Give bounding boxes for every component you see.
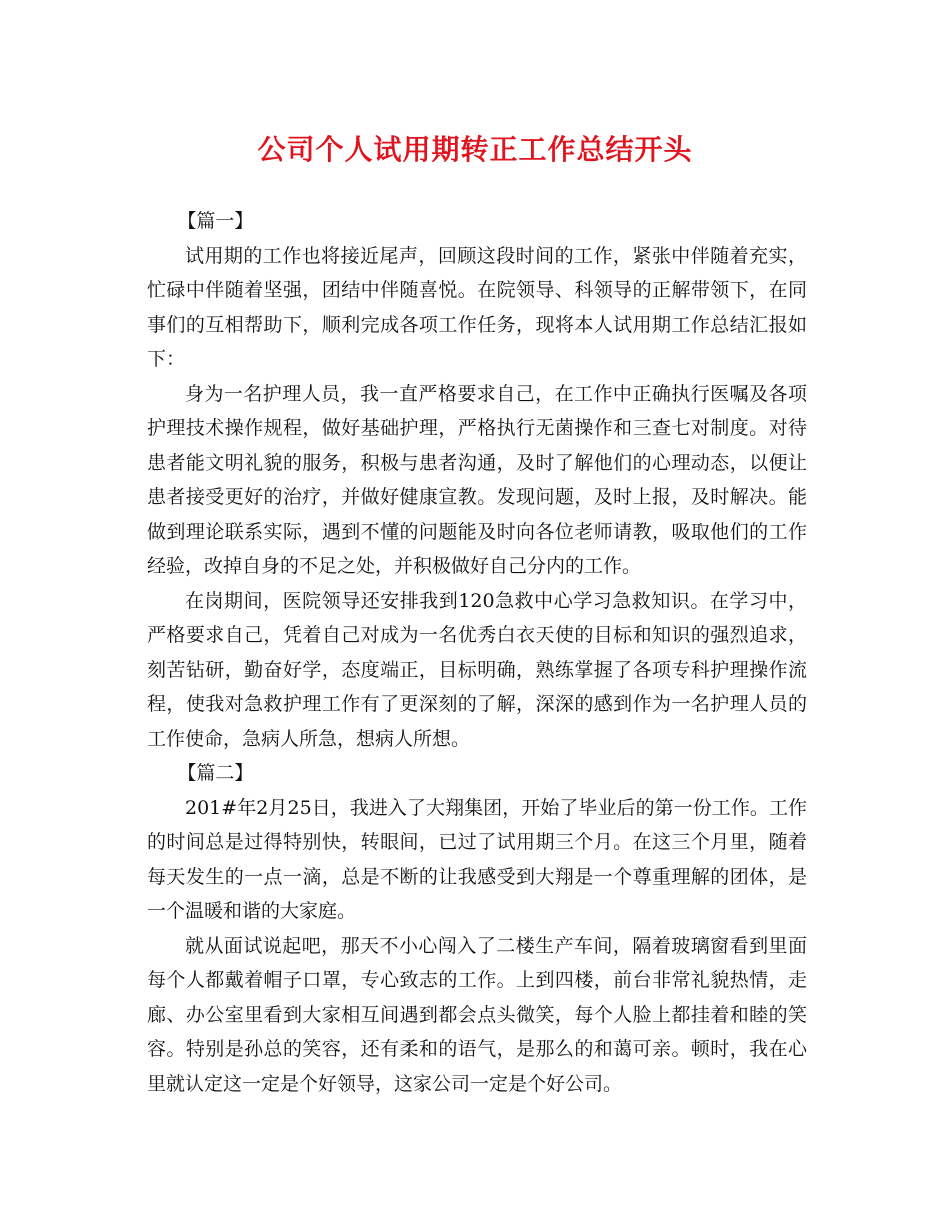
document-title: 公司个人试用期转正工作总结开头: [257, 133, 693, 166]
paragraph: 在岗期间，医院领导还安排我到120急救中心学习急救知识。在学习中，严格要求自己，凭着自己对成为一名优秀白衣天使的目标和知识的强烈追求，刻苦钻研，勤奋好学，态度端正，目标明确，熟练掌握了各项专科护理操作流程，使我对急救护理工作有了更深刻的了解，深深的感到作为一名护理人员的工作使命，急病人所急，想病人所想。: [147, 589, 807, 750]
section-heading-2: 【篇二】: [177, 762, 254, 784]
paragraph: 就从面试说起吧，那天不小心闯入了二楼生产车间，隔着玻璃窗看到里面每个人都戴着帽子口罩，专心致志的工作。上到四楼，前台非常礼貌热情，走廊、办公室里看到大家相互间遇到都会点头微笑，每个人脸上都挂着和睦的笑容。特别是孙总的笑容，还有柔和的语气，是那么的和蔼可亲。顿时，我在心里就认定这一定是个好领导，这家公司一定是个好公司。: [147, 934, 807, 1095]
document-body: [147, 204, 807, 1101]
paragraph: 201#年2月25日，我进入了大翔集团，开始了毕业后的第一份工作。工作的时间总是过得特别快，转眼间，已过了试用期三个月。在这三个月里，随着每天发生的一点一滴，总是不断的让我感受到大翔是一个尊重理解的团体，是一个温暖和谐的大家庭。: [147, 796, 807, 922]
paragraph: 身为一名护理人员，我一直严格要求自己，在工作中正确执行医嘱及各项护理技术操作规程，做好基础护理，严格执行无菌操作和三查七对制度。对待患者能文明礼貌的服务，积极与患者沟通，及时了解他们的心理动态，以便让患者接受更好的治疗，并做好健康宣教。发现问题，及时上报，及时解决。能做到理论联系实际，遇到不懂的问题能及时向各位老师请教，吸取他们的工作经验，改掉自身的不足之处，并积极做好自己分内的工作。: [147, 382, 807, 577]
section-heading-1: 【篇一】: [177, 210, 254, 232]
paragraph: 试用期的工作也将接近尾声，回顾这段时间的工作，紧张中伴随着充实，忙碌中伴随着坚强，团结中伴随喜悦。在院领导、科领导的正解带领下，在同事们的互相帮助下，顺利完成各项工作任务，现将本人试用期工作总结汇报如下：: [147, 244, 807, 370]
